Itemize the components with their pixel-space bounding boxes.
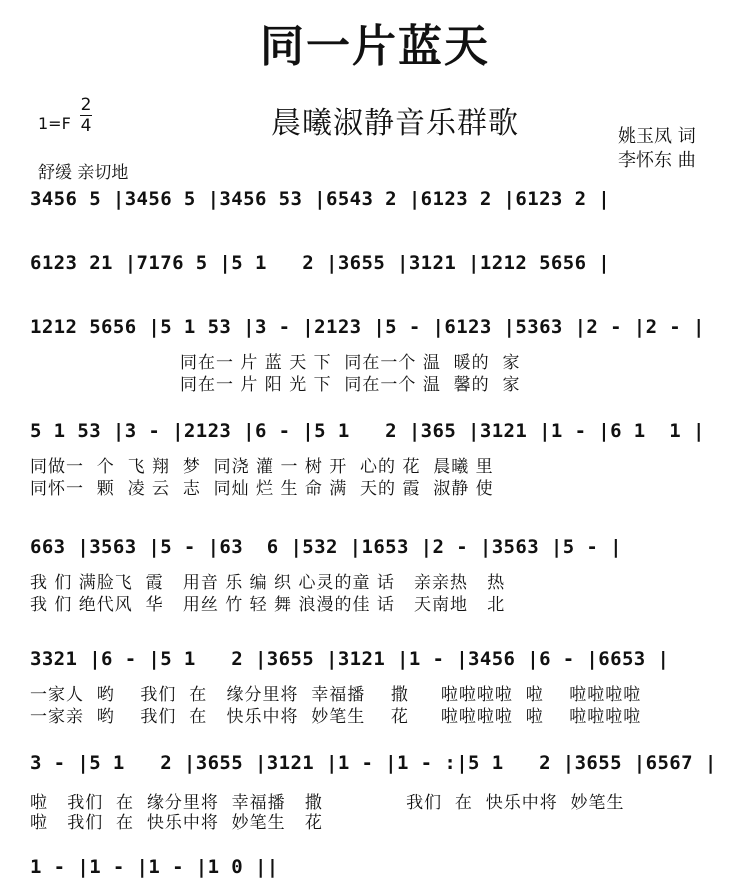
lyric-row-6-verse-2: 一家亲 哟 我们 在 快乐中将 妙笔生 花 啦啦啦啦 啦 啦啦啦啦 — [30, 707, 642, 727]
lyricist-credit: 姚玉凤 词 — [618, 126, 696, 147]
score-row-3: 1212 5656 |5 1 53 |3 - |2123 |5 - |6123 |5363 |2 - |2 - | — [30, 316, 705, 338]
tempo-marking: 舒缓 亲切地 — [38, 163, 129, 183]
lyric-row-7-verse-2: 啦 我们 在 快乐中将 妙笔生 花 — [30, 813, 323, 833]
lyric-row-5-verse-2: 我 们 绝代风 华 用丝 竹 轻 舞 浪漫的佳 话 天南地 北 — [30, 595, 506, 615]
composer-credit: 李怀东 曲 — [618, 150, 696, 171]
score-row-6: 3321 |6 - |5 1 2 |3655 |3121 |1 - |3456 |6 - |6653 | — [30, 648, 670, 670]
key-signature: 1=F — [38, 114, 71, 133]
lyric-row-5-verse-1: 我 们 满脸飞 霞 用音 乐 编 织 心灵的童 话 亲亲热 热 — [30, 573, 506, 593]
score-row-7: 3 - |5 1 2 |3655 |3121 |1 - |1 - :|5 1 2 |3655 |6567 | — [30, 752, 717, 774]
lyric-row-4-verse-1: 同做一 个 飞 翔 梦 同浇 灌 一 树 开 心的 花 晨曦 里 — [30, 457, 494, 477]
lyric-row-7-verse-1: 啦 我们 在 缘分里将 幸福播 撒 我们 在 快乐中将 妙笔生 — [30, 793, 625, 813]
score-row-5: 663 |3563 |5 - |63 6 |532 |1653 |2 - |3563 |5 - | — [30, 536, 622, 558]
lyric-row-6-verse-1: 一家人 哟 我们 在 缘分里将 幸福播 撒 啦啦啦啦 啦 啦啦啦啦 — [30, 685, 642, 705]
lyric-row-4-verse-2: 同怀一 颗 凌 云 志 同灿 烂 生 命 满 天的 霞 淑静 使 — [30, 479, 494, 499]
meter-bottom: 4 — [80, 116, 92, 136]
score-row-4: 5 1 53 |3 - |2123 |6 - |5 1 2 |365 |3121 |1 - |6 1 1 | — [30, 420, 705, 442]
meter-top: 2 — [80, 95, 92, 115]
song-title: 同一片蓝天 — [260, 21, 490, 72]
score-row-2: 6123 21 |7176 5 |5 1 2 |3655 |3121 |1212 5656 | — [30, 252, 611, 274]
score-row-8: 1 - |1 - |1 - |1 0 || — [30, 856, 279, 878]
song-subtitle: 晨曦淑静音乐群歌 — [271, 106, 519, 141]
score-row-1: 3456 5 |3456 5 |3456 53 |6543 2 |6123 2 |6123 2 | — [30, 188, 611, 210]
lyric-row-3-verse-1: 同在一 片 蓝 天 下 同在一个 温 暖的 家 — [180, 353, 521, 373]
lyric-row-3-verse-2: 同在一 片 阳 光 下 同在一个 温 馨的 家 — [180, 375, 521, 395]
